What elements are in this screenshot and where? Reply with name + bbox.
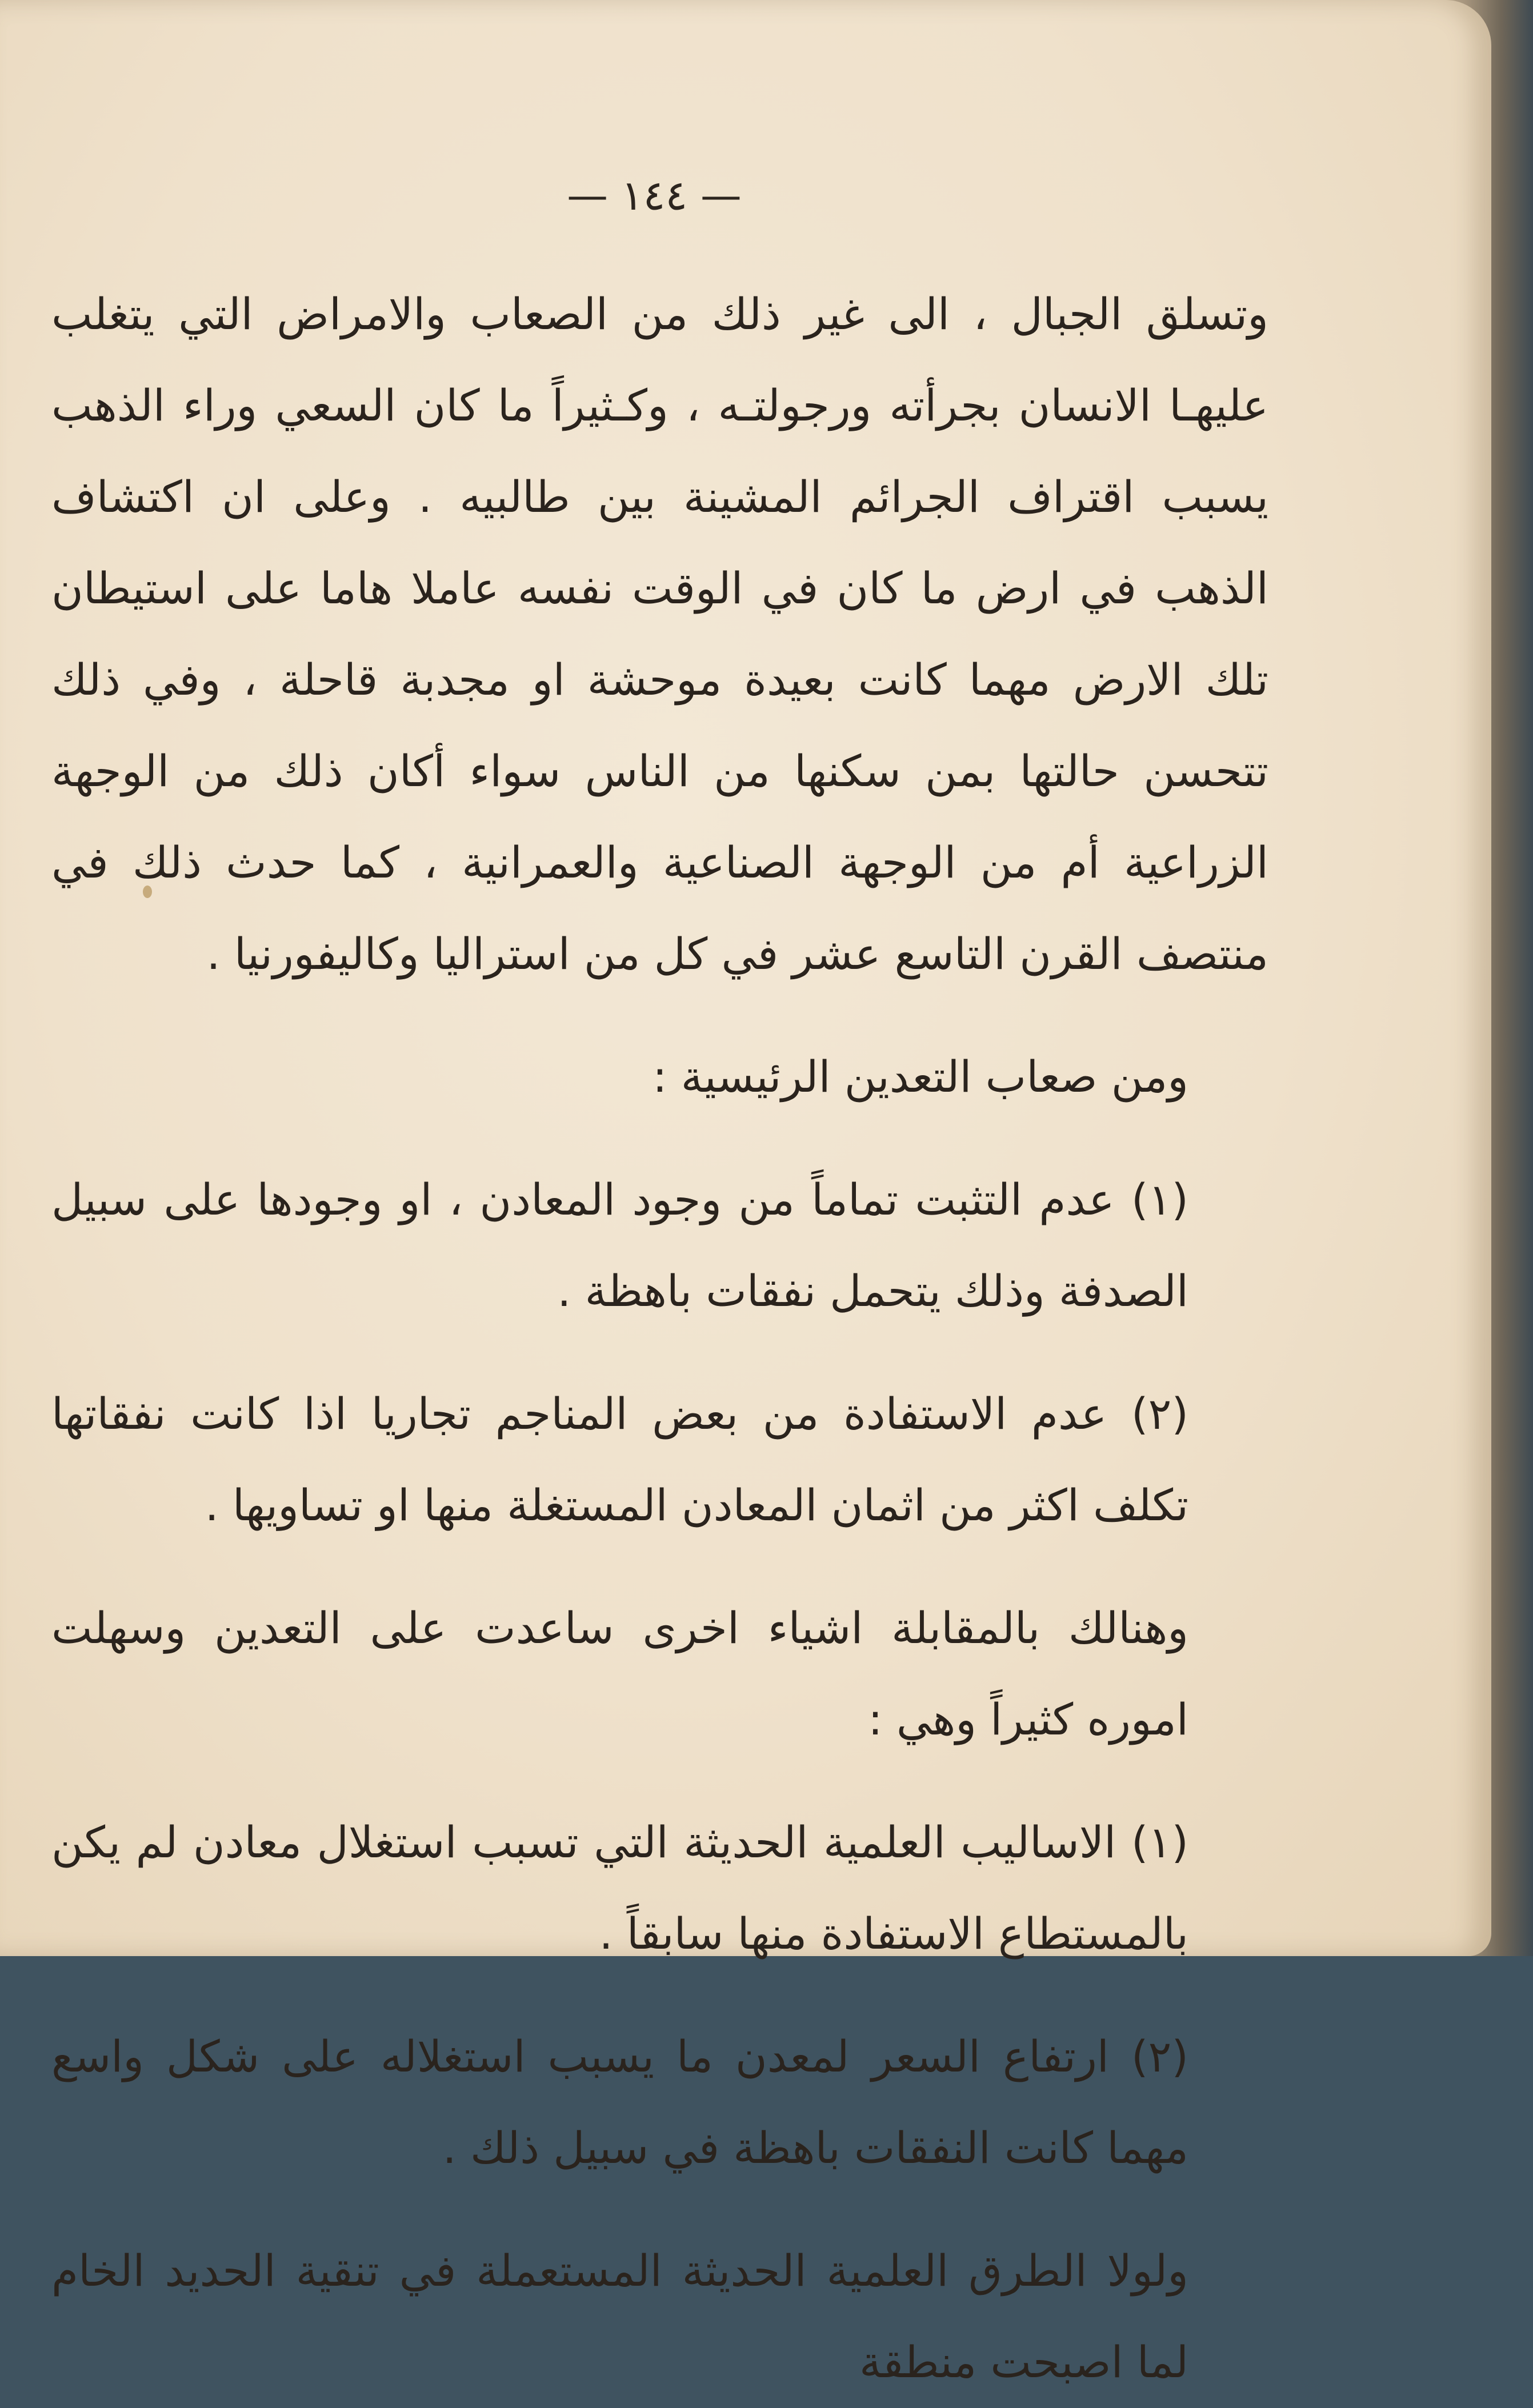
paragraph-difficulties-heading: ومن صعاب التعدين الرئيسية :: [653, 1051, 1188, 1102]
body-text: [51, 269, 1268, 2408]
list-item-difficulty-1: (١) عدم التثبت تماماً من وجود المعادن ، او وجودها على سبيل الصدفة وذلك يتحمل نفقات باهظة .: [51, 1174, 1188, 1316]
list-item-helping-factor-1: (١) الاساليب العلمية الحديثة التي تسبب استغلال معادن لم يكن بالمستطاع الاستفادة منها سابقاً .: [51, 1817, 1188, 1959]
list-item-difficulty-2: (٢) عدم الاستفادة من بعض المناجم تجاريا اذا كانت نفقاتها تكلف اكثر من اثمان المعادن المستغلة منها او تساويها .: [51, 1388, 1188, 1530]
page-number: — ١٤٤ —: [567, 171, 742, 219]
paragraph-mining-history: وتسلق الجبال ، الى غير ذلك من الصعاب والامراض التي يتغلب عليهـا الانسان بجرأته ورجولتـه ، وكـثيراً ما كان السعي وراء الذهب يسبب اقتراف الجرائم المشينة بين طالبيه . وعلى ان اكتشاف الذهب في ارض ما كان في الوقت نفسه عاملا هاما على استيطان تلك الارض مهما كانت بعيدة موحشة او مجدبة قاحلة ، وفي ذلك تتحسن حالتها بمن سكنها من الناس سواء أكان ذلك من الوجهة الزراعية أم من الوجهة الصناعية والعمرانية ، كما حدث ذلك في منتصف القرن التاسع عشر في كل من استراليا وكاليفورنيا .: [51, 289, 1268, 979]
paragraph-iron-refining: ولولا الطرق العلمية الحديثة المستعملة في تنقية الحديد الخام لما اصبحت منطقة: [51, 2245, 1188, 2387]
list-item-helping-factor-2: (٢) ارتفاع السعر لمعدن ما يسبب استغلاله على شكل واسع مهما كانت النفقات باهظة في سبيل ذلك .: [51, 2031, 1188, 2173]
paragraph-helping-factors-heading: وهنالك بالمقابلة اشياء اخرى ساعدت على التعدين وسهلت اموره كثيراً وهي :: [51, 1602, 1188, 1745]
